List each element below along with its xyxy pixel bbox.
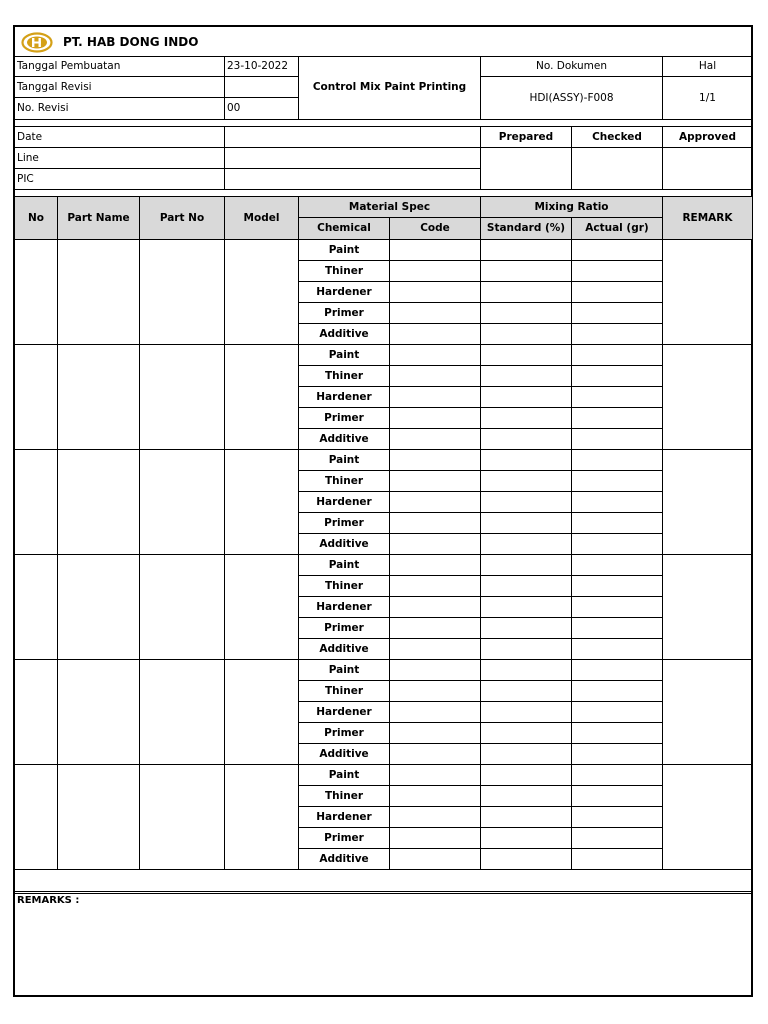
row-remark-cell[interactable] (663, 660, 753, 765)
code-cell[interactable] (390, 366, 481, 387)
row-no-cell[interactable] (15, 765, 58, 870)
standard-cell[interactable] (481, 849, 572, 870)
actual-cell[interactable] (572, 597, 663, 618)
standard-cell[interactable] (481, 660, 572, 681)
remarks-label: REMARKS : (17, 895, 80, 906)
no-revisi-value: 00 (225, 98, 299, 120)
code-cell[interactable] (390, 492, 481, 513)
checked-label: Checked (572, 127, 663, 148)
actual-cell[interactable] (572, 618, 663, 639)
prepared-signature[interactable] (481, 148, 572, 190)
code-cell[interactable] (390, 303, 481, 324)
actual-cell[interactable] (572, 282, 663, 303)
standard-cell[interactable] (481, 597, 572, 618)
header-model: Model (225, 197, 299, 240)
chemical-cell: Paint (299, 450, 390, 471)
chemical-cell: Primer (299, 513, 390, 534)
code-cell[interactable] (390, 639, 481, 660)
standard-cell[interactable] (481, 387, 572, 408)
header-no: No (15, 197, 58, 240)
chemical-cell: Primer (299, 618, 390, 639)
date-value[interactable] (225, 127, 481, 148)
row-model-cell[interactable] (225, 660, 299, 765)
chemical-cell: Primer (299, 723, 390, 744)
actual-cell[interactable] (572, 345, 663, 366)
chemical-cell: Thiner (299, 576, 390, 597)
chemical-cell: Hardener (299, 807, 390, 828)
code-cell[interactable] (390, 618, 481, 639)
hal-label: Hal (663, 56, 753, 77)
actual-cell[interactable] (572, 387, 663, 408)
header-mixing-ratio: Mixing Ratio (481, 197, 663, 218)
standard-cell[interactable] (481, 618, 572, 639)
standard-cell[interactable] (481, 303, 572, 324)
code-cell[interactable] (390, 597, 481, 618)
code-cell[interactable] (390, 387, 481, 408)
standard-cell[interactable] (481, 807, 572, 828)
row-model-cell[interactable] (225, 240, 299, 345)
chemical-cell: Hardener (299, 387, 390, 408)
chemical-cell: Additive (299, 429, 390, 450)
row-no-cell[interactable] (15, 450, 58, 555)
code-cell[interactable] (390, 261, 481, 282)
actual-cell[interactable] (572, 702, 663, 723)
code-cell[interactable] (390, 324, 481, 345)
pic-value[interactable] (225, 169, 481, 190)
actual-cell[interactable] (572, 765, 663, 786)
no-revisi-label: No. Revisi (15, 98, 225, 120)
line-label: Line (15, 148, 225, 169)
chemical-cell: Hardener (299, 492, 390, 513)
header-material-spec: Material Spec (299, 197, 481, 218)
chemical-cell: Paint (299, 765, 390, 786)
header-part-no: Part No (140, 197, 225, 240)
row-part-no-cell[interactable] (140, 555, 225, 660)
chemical-cell: Additive (299, 534, 390, 555)
actual-cell[interactable] (572, 324, 663, 345)
chemical-cell: Paint (299, 240, 390, 261)
row-model-cell[interactable] (225, 450, 299, 555)
row-part-no-cell[interactable] (140, 345, 225, 450)
code-cell[interactable] (390, 240, 481, 261)
code-cell[interactable] (390, 513, 481, 534)
standard-cell[interactable] (481, 282, 572, 303)
code-cell[interactable] (390, 744, 481, 765)
header-actual: Actual (gr) (572, 218, 663, 240)
tanggal-pembuatan-value: 23-10-2022 (225, 56, 299, 77)
tanggal-pembuatan-label: Tanggal Pembuatan (15, 56, 225, 77)
chemical-cell: Hardener (299, 702, 390, 723)
row-remark-cell[interactable] (663, 345, 753, 450)
row-remark-cell[interactable] (663, 450, 753, 555)
chemical-cell: Primer (299, 408, 390, 429)
approved-signature[interactable] (663, 148, 753, 190)
actual-cell[interactable] (572, 534, 663, 555)
standard-cell[interactable] (481, 345, 572, 366)
approved-label: Approved (663, 127, 753, 148)
standard-cell[interactable] (481, 471, 572, 492)
row-part-no-cell[interactable] (140, 765, 225, 870)
code-cell[interactable] (390, 828, 481, 849)
actual-cell[interactable] (572, 408, 663, 429)
standard-cell[interactable] (481, 408, 572, 429)
chemical-cell: Thiner (299, 366, 390, 387)
remarks-area[interactable] (17, 911, 751, 995)
actual-cell[interactable] (572, 240, 663, 261)
line-value[interactable] (225, 148, 481, 169)
standard-cell[interactable] (481, 702, 572, 723)
standard-cell[interactable] (481, 639, 572, 660)
form-title: Control Mix Paint Printing (299, 56, 481, 120)
row-remark-cell[interactable] (663, 555, 753, 660)
chemical-cell: Primer (299, 303, 390, 324)
header-part-name: Part Name (58, 197, 140, 240)
form-sheet (13, 25, 753, 997)
actual-cell[interactable] (572, 786, 663, 807)
actual-cell[interactable] (572, 555, 663, 576)
row-part-name-cell[interactable] (58, 765, 140, 870)
hal-value: 1/1 (663, 77, 753, 120)
standard-cell[interactable] (481, 324, 572, 345)
code-cell[interactable] (390, 576, 481, 597)
code-cell[interactable] (390, 429, 481, 450)
code-cell[interactable] (390, 408, 481, 429)
code-cell[interactable] (390, 282, 481, 303)
row-model-cell[interactable] (225, 345, 299, 450)
row-model-cell[interactable] (225, 555, 299, 660)
company-logo-icon (21, 32, 53, 53)
code-cell[interactable] (390, 786, 481, 807)
row-part-no-cell[interactable] (140, 450, 225, 555)
code-cell[interactable] (390, 534, 481, 555)
code-cell[interactable] (390, 345, 481, 366)
standard-cell[interactable] (481, 744, 572, 765)
chemical-cell: Hardener (299, 282, 390, 303)
row-part-no-cell[interactable] (140, 660, 225, 765)
code-cell[interactable] (390, 681, 481, 702)
chemical-cell: Additive (299, 849, 390, 870)
no-dokumen-value: HDI(ASSY)-F008 (481, 77, 663, 120)
chemical-cell: Thiner (299, 681, 390, 702)
actual-cell[interactable] (572, 576, 663, 597)
chemical-cell: Primer (299, 828, 390, 849)
code-cell[interactable] (390, 807, 481, 828)
row-no-cell[interactable] (15, 555, 58, 660)
standard-cell[interactable] (481, 828, 572, 849)
standard-cell[interactable] (481, 765, 572, 786)
actual-cell[interactable] (572, 366, 663, 387)
company-name: PT. HAB DONG INDO (63, 35, 199, 49)
code-cell[interactable] (390, 471, 481, 492)
header-remark: REMARK (663, 197, 753, 240)
row-remark-cell[interactable] (663, 765, 753, 870)
header-code: Code (390, 218, 481, 240)
chemical-cell: Additive (299, 744, 390, 765)
chemical-cell: Additive (299, 639, 390, 660)
tanggal-revisi-label: Tanggal Revisi (15, 77, 225, 98)
standard-cell[interactable] (481, 786, 572, 807)
tanggal-revisi-value (225, 77, 299, 98)
row-remark-cell[interactable] (663, 240, 753, 345)
chemical-cell: Additive (299, 324, 390, 345)
row-model-cell[interactable] (225, 765, 299, 870)
prepared-label: Prepared (481, 127, 572, 148)
header-standard: Standard (%) (481, 218, 572, 240)
row-no-cell[interactable] (15, 660, 58, 765)
row-part-name-cell[interactable] (58, 660, 140, 765)
code-cell[interactable] (390, 450, 481, 471)
row-part-name-cell[interactable] (58, 240, 140, 345)
header-chemical: Chemical (299, 218, 390, 240)
standard-cell[interactable] (481, 492, 572, 513)
standard-cell[interactable] (481, 681, 572, 702)
standard-cell[interactable] (481, 366, 572, 387)
actual-cell[interactable] (572, 828, 663, 849)
actual-cell[interactable] (572, 849, 663, 870)
actual-cell[interactable] (572, 723, 663, 744)
spacer-row (15, 872, 753, 892)
code-cell[interactable] (390, 723, 481, 744)
code-cell[interactable] (390, 765, 481, 786)
code-cell[interactable] (390, 555, 481, 576)
code-cell[interactable] (390, 660, 481, 681)
standard-cell[interactable] (481, 555, 572, 576)
standard-cell[interactable] (481, 576, 572, 597)
row-no-cell[interactable] (15, 345, 58, 450)
chemical-cell: Thiner (299, 786, 390, 807)
checked-signature[interactable] (572, 148, 663, 190)
actual-cell[interactable] (572, 681, 663, 702)
standard-cell[interactable] (481, 534, 572, 555)
actual-cell[interactable] (572, 492, 663, 513)
row-part-no-cell[interactable] (140, 240, 225, 345)
standard-cell[interactable] (481, 513, 572, 534)
chemical-cell: Hardener (299, 597, 390, 618)
actual-cell[interactable] (572, 261, 663, 282)
row-part-name-cell[interactable] (58, 450, 140, 555)
actual-cell[interactable] (572, 744, 663, 765)
actual-cell[interactable] (572, 639, 663, 660)
no-dokumen-label: No. Dokumen (481, 56, 663, 77)
row-part-name-cell[interactable] (58, 555, 140, 660)
standard-cell[interactable] (481, 723, 572, 744)
chemical-cell: Paint (299, 555, 390, 576)
standard-cell[interactable] (481, 429, 572, 450)
actual-cell[interactable] (572, 429, 663, 450)
row-no-cell[interactable] (15, 240, 58, 345)
actual-cell[interactable] (572, 660, 663, 681)
actual-cell[interactable] (572, 303, 663, 324)
standard-cell[interactable] (481, 240, 572, 261)
actual-cell[interactable] (572, 513, 663, 534)
actual-cell[interactable] (572, 471, 663, 492)
row-part-name-cell[interactable] (58, 345, 140, 450)
date-label: Date (15, 127, 225, 148)
standard-cell[interactable] (481, 261, 572, 282)
actual-cell[interactable] (572, 807, 663, 828)
actual-cell[interactable] (572, 450, 663, 471)
pic-label: PIC (15, 169, 225, 190)
chemical-cell: Paint (299, 345, 390, 366)
chemical-cell: Thiner (299, 261, 390, 282)
code-cell[interactable] (390, 849, 481, 870)
chemical-cell: Paint (299, 660, 390, 681)
code-cell[interactable] (390, 702, 481, 723)
chemical-cell: Thiner (299, 471, 390, 492)
standard-cell[interactable] (481, 450, 572, 471)
